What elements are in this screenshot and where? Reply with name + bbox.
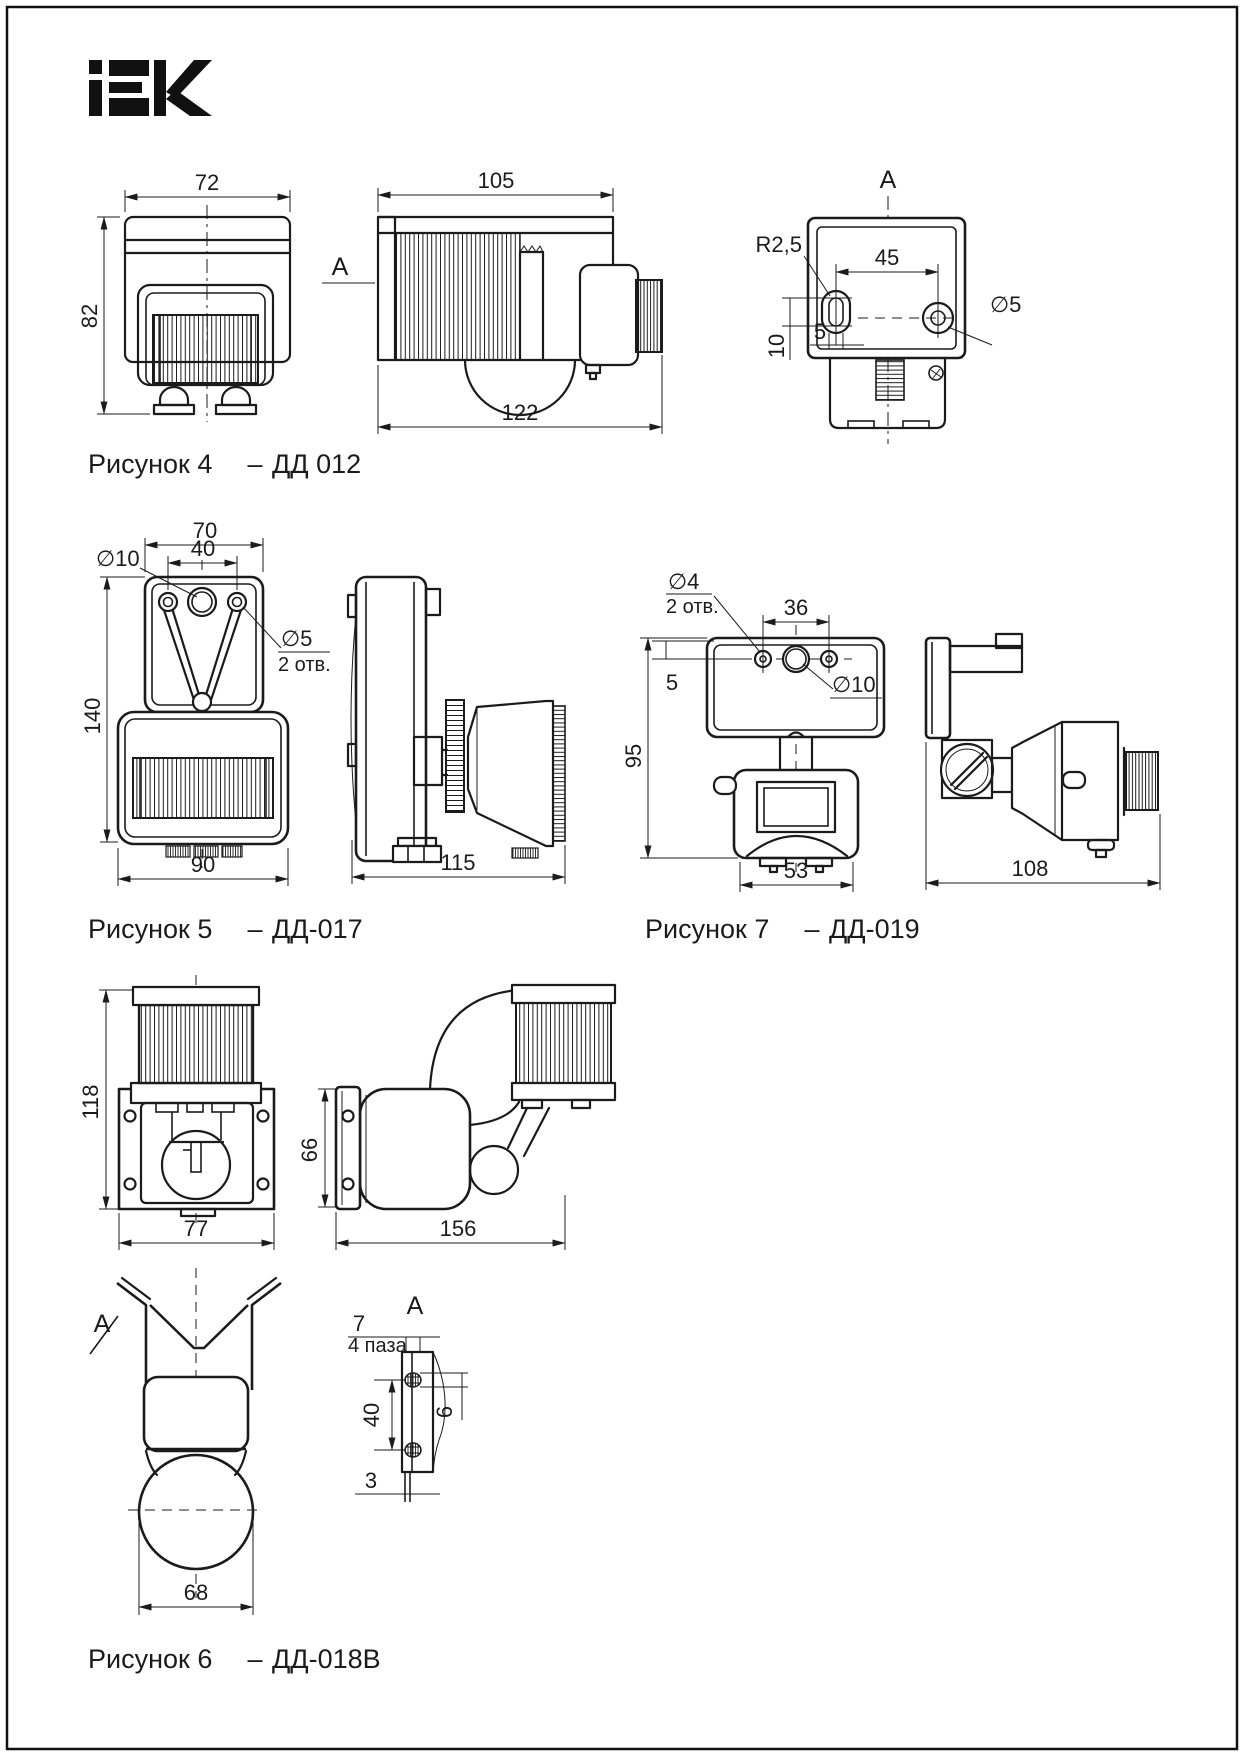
fig7-dim-height: 95 [621, 743, 646, 769]
fig7-caption-label: Рисунок 7 [645, 914, 770, 944]
fig5-dim-bracket-width: 70 [192, 518, 218, 543]
fig4-dim-side-depth: 105 [477, 168, 515, 193]
fig4-section-letter: A [331, 253, 349, 281]
figure-6 [78, 975, 615, 1674]
fig5-dim-body-width: 90 [190, 852, 216, 877]
fig6-dim-slot-length: 6 [432, 1405, 457, 1419]
fig5-caption-dash: – [247, 914, 263, 944]
fig4-dim-side-total: 122 [501, 400, 539, 425]
fig4-dim-slot-width: 5 [813, 319, 827, 344]
fig5-dim-hole-spacing: 40 [190, 536, 216, 561]
fig6-bracket-view-letter: A [93, 1310, 111, 1338]
fig6-caption-model: ДД-018В [272, 1644, 381, 1674]
fig4-hole-diameter-label: ∅5 [990, 292, 1022, 317]
fig7-caption [645, 914, 920, 944]
fig7-front-view [621, 569, 884, 892]
fig7-dim-body-width: 53 [783, 858, 809, 883]
fig6-dim-front-height: 118 [78, 1084, 103, 1120]
fig5-dim-height: 140 [80, 697, 105, 735]
fig4-dim-hole-spacing: 45 [874, 245, 900, 270]
fig7-caption-dash: – [804, 914, 820, 944]
fig4-dim-slot-length: 10 [764, 333, 789, 359]
fig5-front-view [80, 518, 331, 886]
fig5-side-hole-label: ∅5 [281, 626, 313, 651]
fig6-dim-front-width: 77 [183, 1216, 209, 1241]
fig5-caption [88, 914, 363, 944]
fig6-front-view [78, 975, 274, 1250]
fig7-caption-model: ДД-019 [829, 914, 920, 944]
figure-4 [77, 166, 1021, 479]
fig6-slot-count: 4 паза [348, 1335, 407, 1357]
fig6-caption [88, 1644, 381, 1674]
fig6-dim-side-depth: 156 [439, 1216, 477, 1241]
iek-logo [89, 60, 212, 116]
fig5-side-view [348, 577, 565, 884]
fig6-side-view [297, 985, 615, 1250]
fig6-bracket-view [90, 1268, 281, 1615]
fig7-side-view [926, 634, 1160, 890]
fig4-dim-front-width: 72 [194, 170, 220, 195]
figure-5 [80, 518, 565, 944]
fig5-caption-label: Рисунок 5 [88, 914, 213, 944]
fig4-front-view [77, 170, 290, 422]
fig6-dim-plate-thickness: 3 [364, 1468, 378, 1493]
fig4-caption-dash: – [247, 449, 263, 479]
fig6-dim-slot-spacing: 40 [359, 1402, 384, 1428]
fig6-dim-ball-width: 68 [183, 1580, 209, 1605]
fig4-view-a-title: A [879, 166, 897, 194]
figure-7 [621, 569, 1160, 944]
fig5-side-hole-count: 2 отв. [278, 654, 331, 676]
fig5-dim-side-depth: 115 [440, 850, 476, 875]
fig5-caption-model: ДД-017 [272, 914, 363, 944]
fig7-side-hole-label: ∅4 [668, 569, 700, 594]
fig6-dim-slot-width: 7 [352, 1311, 366, 1336]
fig4-caption-label: Рисунок 4 [88, 449, 213, 479]
fig7-side-hole-count: 2 отв. [666, 596, 719, 618]
fig7-dim-edge-offset: 5 [665, 670, 679, 695]
fig4-caption-model: ДД 012 [272, 449, 362, 479]
fig6-dim-side-height: 66 [297, 1137, 322, 1163]
fig4-caption [88, 449, 361, 479]
fig4-side-view [322, 168, 662, 434]
fig7-center-hole-label: ∅10 [832, 672, 876, 697]
fig4-dim-front-height: 82 [77, 303, 102, 329]
fig6-detail-view-letter: A [406, 1292, 424, 1320]
fig4-slot-radius-label: R2,5 [755, 232, 802, 257]
fig6-detail-view [348, 1292, 468, 1502]
fig5-center-hole-label: ∅10 [96, 546, 140, 571]
fig6-caption-dash: – [247, 1644, 263, 1674]
fig4-back-view [756, 166, 1022, 444]
fig6-caption-label: Рисунок 6 [88, 1644, 213, 1674]
fig7-dim-hole-spacing: 36 [783, 595, 809, 620]
fig7-dim-side-depth: 108 [1011, 856, 1049, 881]
